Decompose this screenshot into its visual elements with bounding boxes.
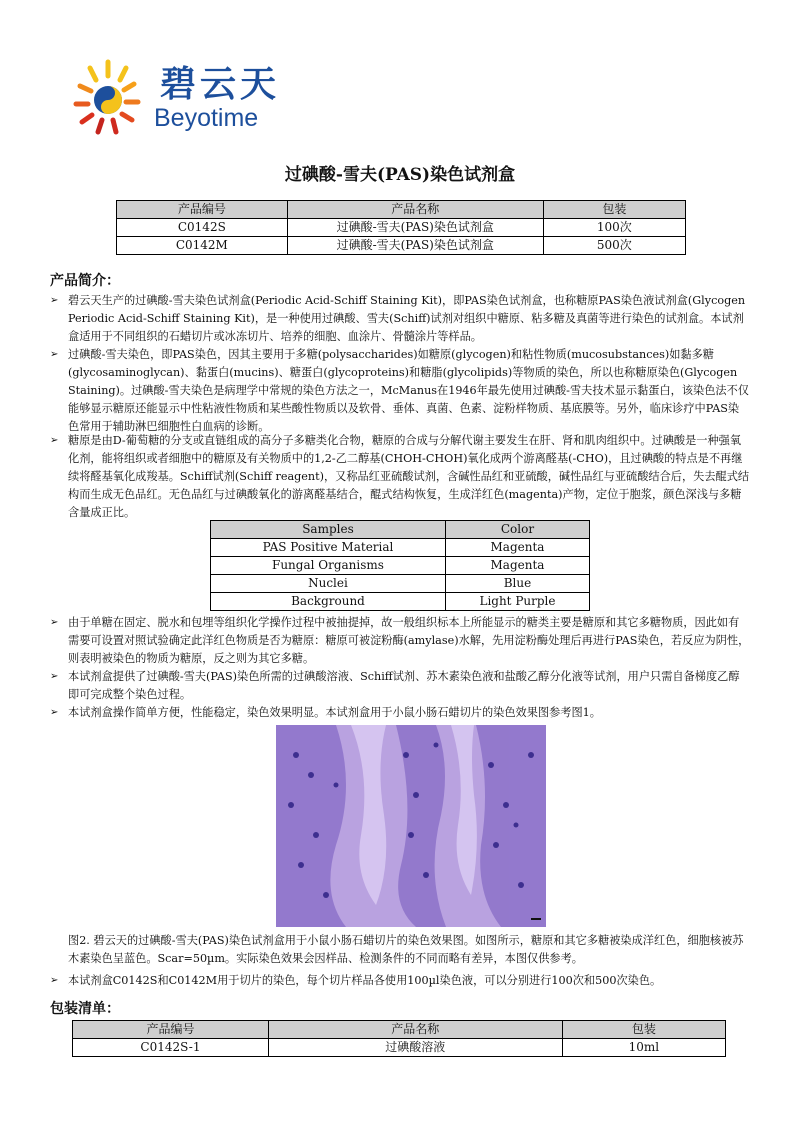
table-header-row [73,1021,726,1039]
bullet-text: 由于单糖在固定、脱水和包埋等组织化学操作过程中被抽提掉，故一般组织标本上所能显示的糖类主要是糖原和其它多糖物质，因此如有需要可设置对照试验确定此洋红色物质是否为糖原：糖原可被淀粉酶(amylase)水解，先用淀粉酶处理后再进行PAS染色，若反应为阴性，则表明被染色的物质为糖原，反之则为其它多糖。 [68,616,750,665]
stain-color-table [210,520,590,611]
bullet-paragraph [50,292,750,346]
table-cell: C0142S-1 [73,1039,269,1057]
table-header-row [117,201,686,219]
table-cell: 过碘酸溶液 [268,1039,562,1057]
table-cell: 10ml [562,1039,725,1057]
table-header-cell: 产品编号 [73,1021,269,1039]
figure-caption: 图2. 碧云天的过碘酸-雪夫(PAS)染色试剂盒用于小鼠小肠石蜡切片的染色效果图。如图所示，糖原和其它多糖被染成洋红色，细胞核被苏木素染色呈蓝色。Scar=50µm。实际染色效果会因样品、检测条件的不同而略有差异，本图仅供参考。 [68,934,744,965]
bullet-paragraph [50,346,750,436]
packing-heading: 包装清单： [50,1001,120,1017]
table-row [211,593,590,611]
logo-english-name: Beyotime [154,104,259,132]
bullet-paragraph [50,972,750,990]
table-header-row [211,521,590,539]
table-cell: Background [211,593,446,611]
table-row [117,237,686,255]
sun-logo-icon [68,52,148,142]
bullet-text: 碧云天生产的过碘酸-雪夫染色试剂盒(Periodic Acid-Schiff Staining Kit)，即PAS染色试剂盒，也称糖原PAS染色液试剂盒(Glycogen Periodic Acid-Schiff Staining Kit)，是一种使用过碘酸、雪夫(Schiff)试剂对组织中糖原、粘多糖及真菌等进行染色的试剂盒。本试剂盒适用于不同组织的石蜡切片或冰冻切片、培养的细胞、血涂片、骨髓涂片等样品。 [68,294,746,343]
table-cell: Fungal Organisms [211,557,446,575]
arrow-bullet-icon: ➢ [50,975,59,986]
bullet-text: 本试剂盒操作简单方便，性能稳定，染色效果明显。本试剂盒用于小鼠小肠石蜡切片的染色效果图参考图1。 [68,706,601,719]
table-row [117,219,686,237]
table-cell: 500次 [543,237,685,255]
arrow-bullet-icon: ➢ [50,617,59,628]
company-logo [68,52,288,142]
bullet-text: 本试剂盒提供了过碘酸-雪夫(PAS)染色所需的过碘酸溶液、Schiff试剂、苏木素染色液和盐酸乙醇分化液等试剂，用户只需自备梯度乙醇即可完成整个染色过程。 [68,670,740,701]
table-cell: 过碘酸-雪夫(PAS)染色试剂盒 [287,219,543,237]
table-row [211,575,590,593]
table-header-cell: 包装 [543,201,685,219]
micrograph-image [276,725,546,927]
arrow-bullet-icon: ➢ [50,435,59,446]
table-row [211,539,590,557]
table-cell: Magenta [445,539,589,557]
table-cell: Blue [445,575,589,593]
page-title: 过碘酸-雪夫(PAS)染色试剂盒 [284,165,516,185]
table-cell: Light Purple [445,593,589,611]
table-row [211,557,590,575]
bullet-text: 本试剂盒C0142S和C0142M用于切片的染色，每个切片样品各使用100µl染色液，可以分别进行100次和500次染色。 [68,974,662,987]
packing-table [72,1020,726,1057]
table-header-cell: 产品名称 [268,1021,562,1039]
table-cell: C0142M [117,237,288,255]
bullet-paragraph [50,432,750,522]
table-cell: Nuclei [211,575,446,593]
table-row [73,1039,726,1057]
table-cell: PAS Positive Material [211,539,446,557]
table-header-cell: 产品名称 [287,201,543,219]
table-cell: 过碘酸-雪夫(PAS)染色试剂盒 [287,237,543,255]
table-cell: 100次 [543,219,685,237]
table-header-cell: Color [445,521,589,539]
table-header-cell: 产品编号 [117,201,288,219]
intestine-section-image [276,725,546,927]
bullet-paragraph [50,704,750,722]
table-cell: C0142S [117,219,288,237]
table-header-cell: 包装 [562,1021,725,1039]
arrow-bullet-icon: ➢ [50,671,59,682]
bullet-paragraph [50,668,750,704]
product-table [116,200,686,255]
table-header-cell: Samples [211,521,446,539]
bullet-paragraph [50,614,750,668]
bullet-text: 糖原是由D-葡萄糖的分支或直链组成的高分子多糖类化合物，糖原的合成与分解代谢主要发生在肝、肾和肌肉组织中。过碘酸是一种强氧化剂，能将组织或者细胞中的糖原及有关物质中的1,2-乙二醇基(CHOH-CHOH)氧化成两个游离醛基(-CHO)，且过碘酸的特点是不再继续将醛基氧化成羧基。Schiff试剂(Schiff reagent)，又称品红亚硫酸试剂，含碱性品红和亚硫酸，碱性品红与亚硫酸结合后，失去醌式结构而生成无色品红。无色品红与过碘酸氧化的游离醛基结合，醌式结构恢复，生成洋红色(magenta)产物，定位于胞浆，颜色深浅与多糖含量成正比。 [68,434,750,519]
logo-chinese-name: 碧云天 [160,63,281,105]
bullet-text: 过碘酸-雪夫染色，即PAS染色，因其主要用于多糖(polysaccharides)如糖原(glycogen)和粘性物质(mucosubstances)如黏多糖(glycosaminoglycan)、黏蛋白(mucins)、糖蛋白(glycoproteins)和糖脂(glycolipids)等物质的染色，所以也称糖原染色(Glycogen Staining)。过碘酸-雪夫染色是病理学中常规的染色方法之一，McManus在1946年最先使用过碘酸-雪夫技术显示黏蛋白，该染色法不仅能够显示糖原还能显示中性粘液性物质和某些酸性物质以及软骨、垂体、真菌、色素、淀粉样物质、基底膜等。另外，临床诊疗中PAS染色常用于辅助淋巴细胞性白血病的诊断。 [68,348,749,433]
intro-heading: 产品简介： [50,273,120,289]
arrow-bullet-icon: ➢ [50,295,59,306]
arrow-bullet-icon: ➢ [50,707,59,718]
arrow-bullet-icon: ➢ [50,349,59,360]
table-cell: Magenta [445,557,589,575]
